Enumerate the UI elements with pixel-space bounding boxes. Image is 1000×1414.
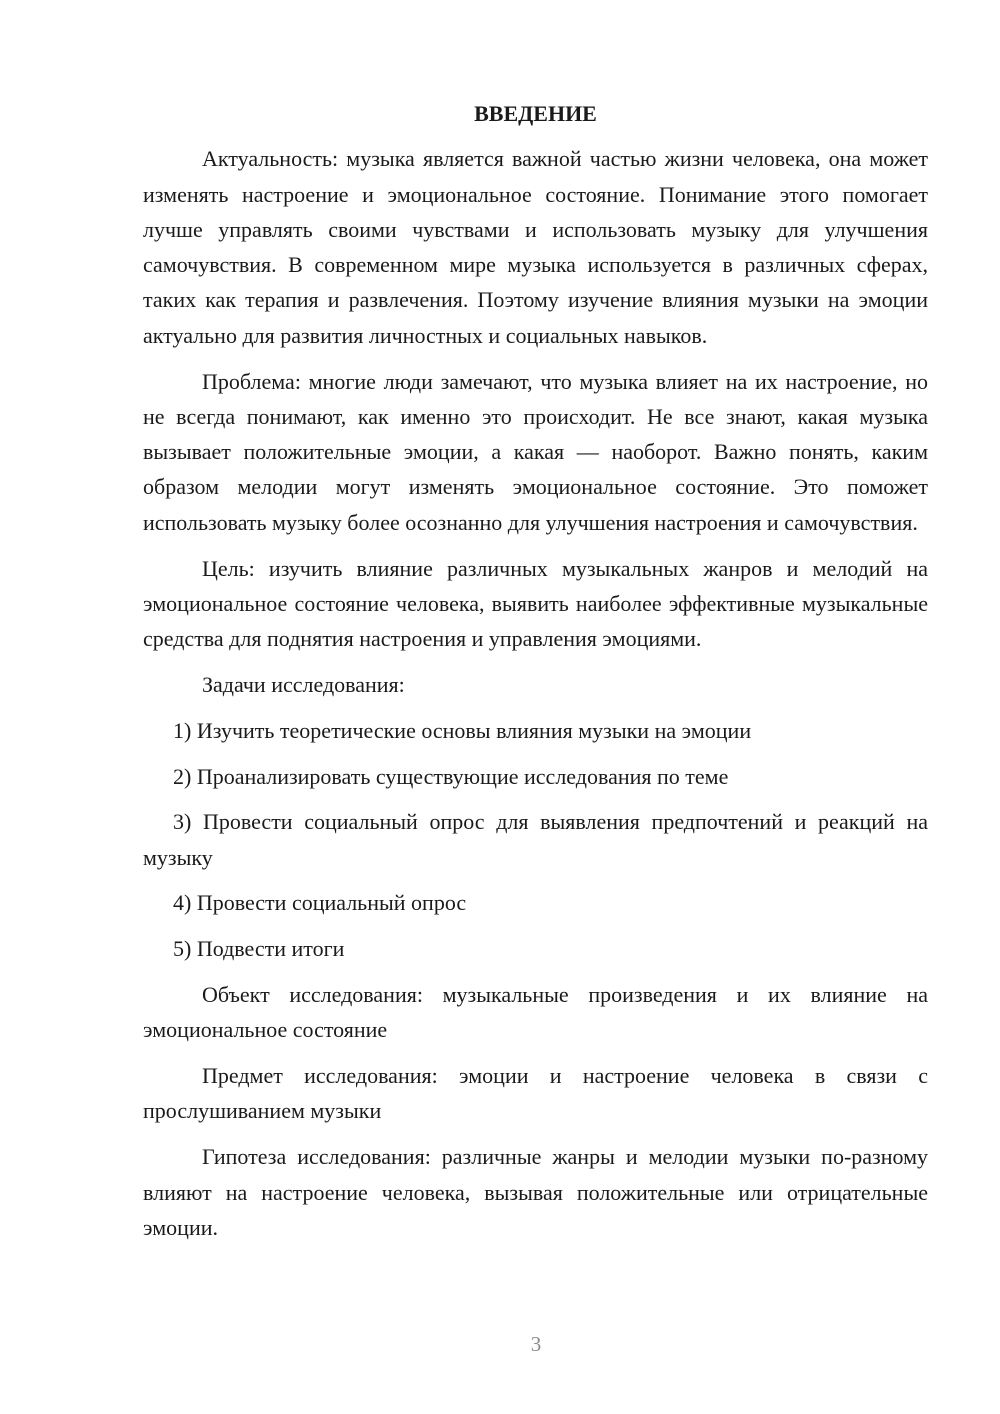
task-item: 4) Провести социальный опрос: [173, 890, 467, 916]
goal-paragraph: Цель: изучить влияние различных музыкальных жанров и мелодий на эмоциональное состояние человека, выявить наиболее эффективные музыкальные средства для поднятия настроения и управления эмоциями.: [143, 555, 928, 652]
task-item: 2) Проанализировать существующие исследования по теме: [173, 763, 729, 789]
relevance-paragraph: Актуальность: музыка является важной частью жизни человека, она может изменять настроение и эмоциональное состояние. Понимание этого помогает лучше управлять своими чувствами и использовать музыку для улучшения самочувствия. В современном мире музыка используется в различных сферах, таких как терапия и развлечения. Поэтому изучение влияния музыки на эмоции актуально для развития личностных и социальных навыков.: [143, 146, 928, 348]
problem-paragraph: Проблема: многие люди замечают, что музыка влияет на их настроение, но не всегда понимают, как именно это происходит. Не все знают, какая музыка вызывает положительные эмоции, а какая — наоборот. Важно понять, каким образом мелодии могут изменять эмоциональное состояние. Это поможет использовать музыку более осознанно для улучшения настроения и самочувствия.: [143, 368, 928, 535]
hypothesis-paragraph: Гипотеза исследования: различные жанры и мелодии музыки по-разному влияют на настроение человека, вызывая положительные или отрицательные эмоции.: [143, 1144, 928, 1240]
document-body: [143, 96, 928, 1256]
page-number: 3: [530, 1332, 542, 1356]
section-heading: ВВЕДЕНИЕ: [474, 101, 597, 126]
object-paragraph: Объект исследования: музыкальные произведения и их влияние на эмоциональное состояние: [143, 982, 928, 1043]
subject-paragraph: Предмет исследования: эмоции и настроение человека в связи с прослушиванием музыки: [143, 1063, 928, 1124]
task-item: 1) Изучить теоретические основы влияния музыки на эмоции: [173, 717, 752, 743]
tasks-title: Задачи исследования:: [202, 671, 405, 697]
task-item: 5) Подвести итоги: [173, 936, 345, 962]
task-item: 3) Провести социальный опрос для выявления предпочтений и реакций на музыку: [143, 809, 928, 870]
